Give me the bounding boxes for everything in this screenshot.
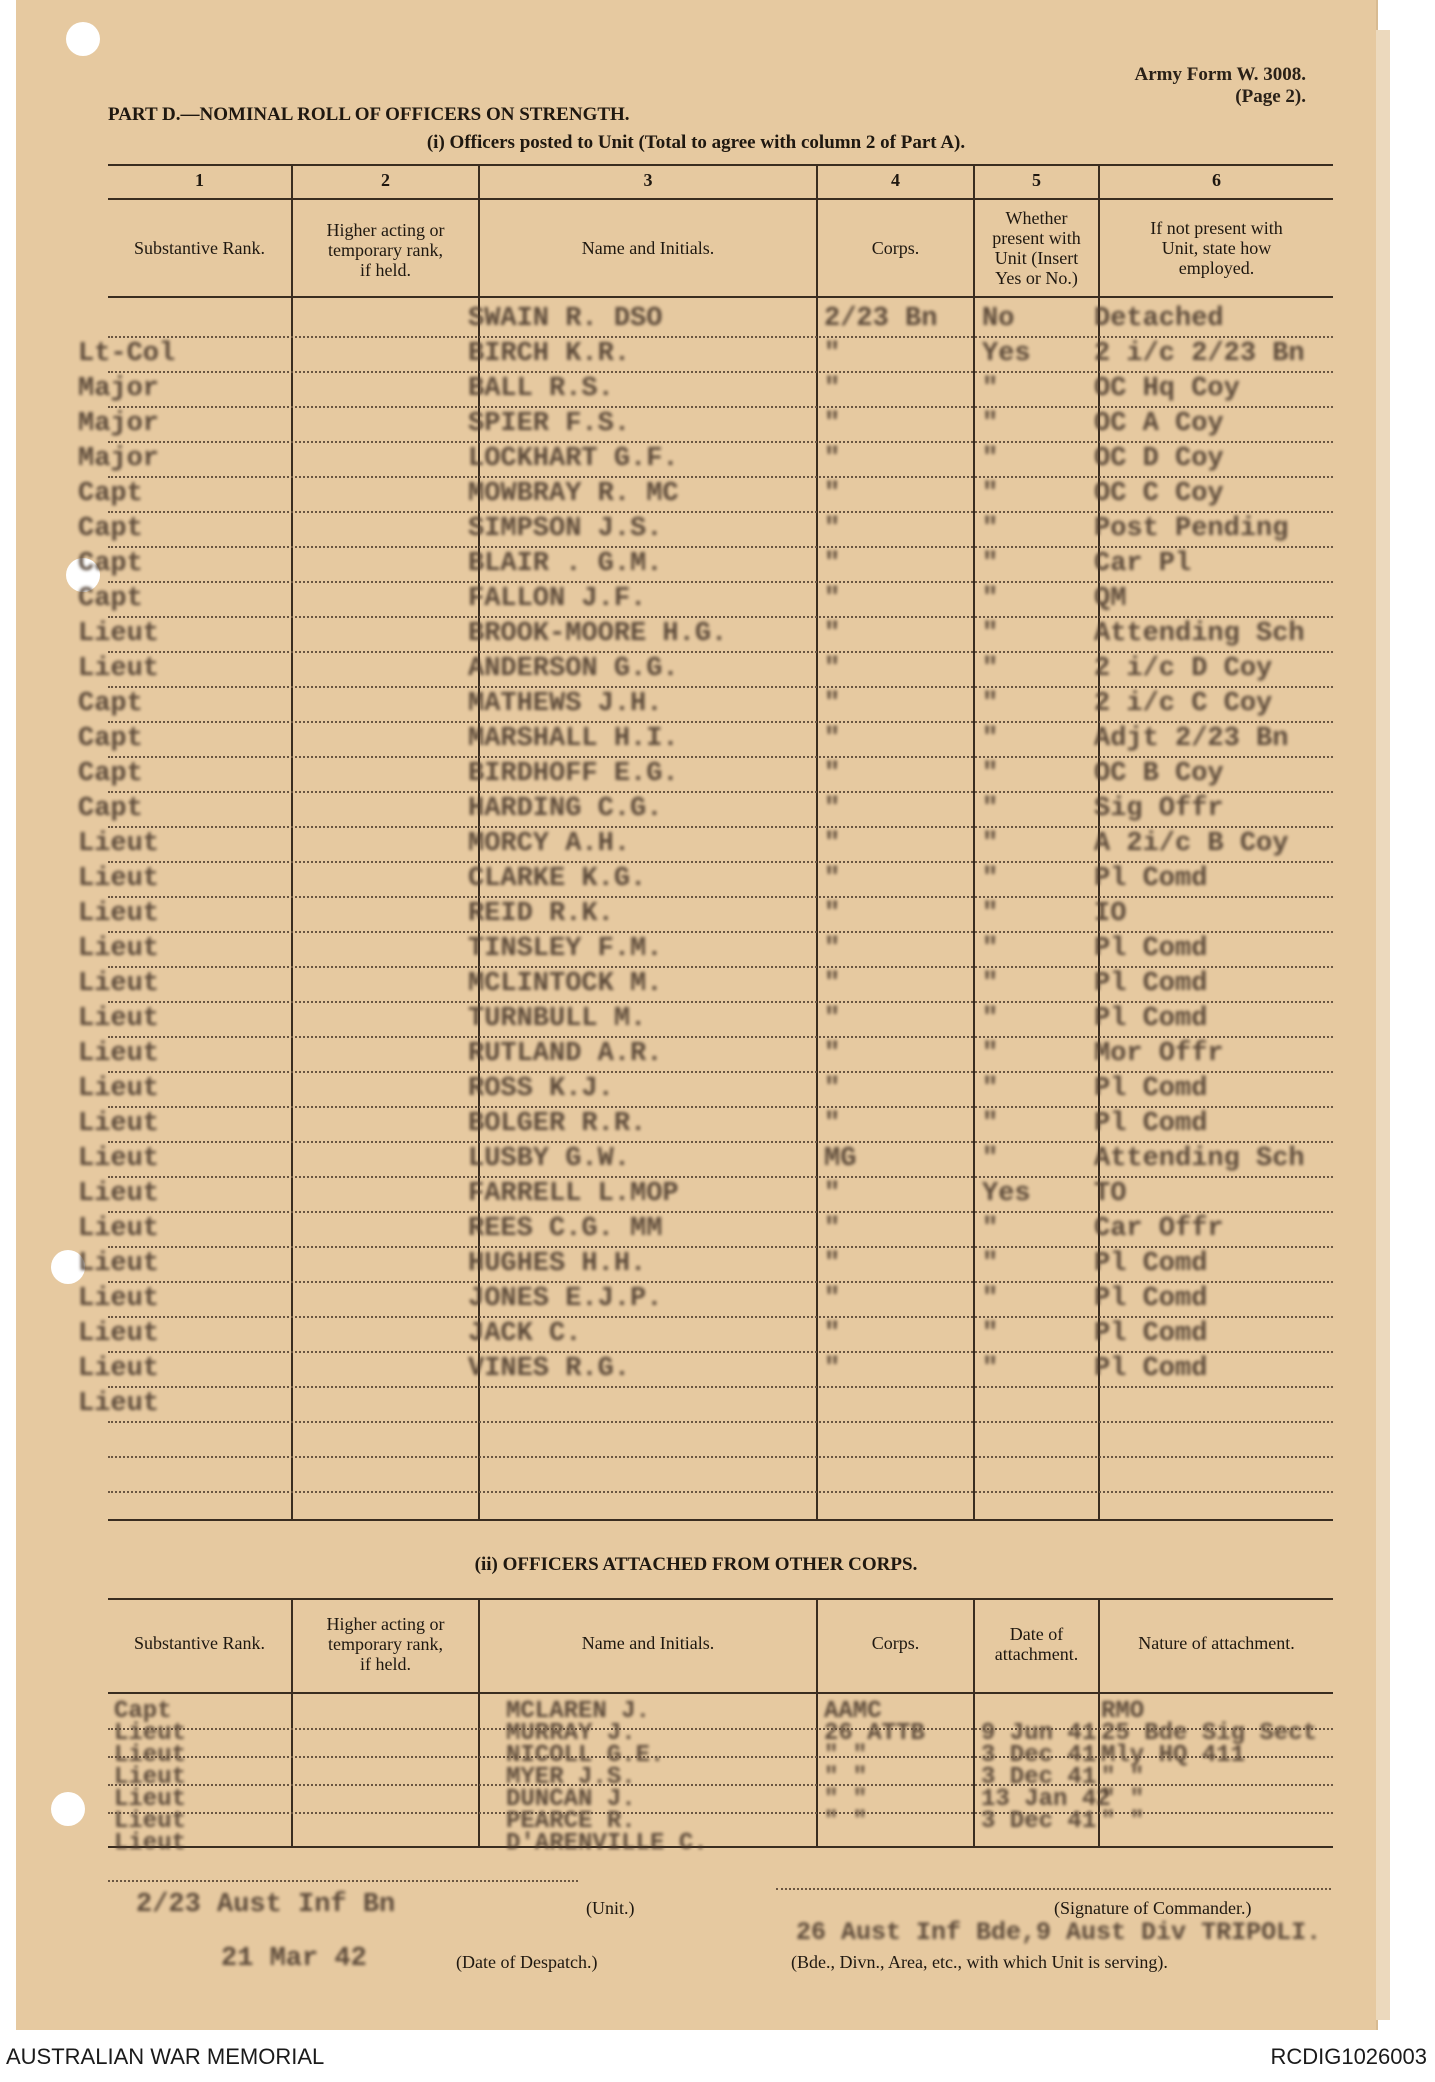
row-rule [108, 1456, 1333, 1458]
cell-employed: Pl Comd [1094, 969, 1208, 999]
cell-present: " [982, 514, 999, 544]
row-rule [108, 441, 1333, 443]
cell-employed: Sig Offr [1094, 794, 1224, 824]
cell-employed: Pl Comd [1094, 864, 1208, 894]
cell-name: TURNBULL M. [468, 1004, 647, 1034]
cell2-rank: Lieut [114, 1742, 187, 1769]
header-corps: Corps. [871, 238, 920, 258]
caption-right: RCDIG1026003 [1270, 2044, 1427, 2069]
cell-present: " [982, 549, 999, 579]
row-rule [108, 896, 1333, 898]
row-rule [108, 406, 1333, 408]
sheet-edge [1376, 30, 1390, 2020]
cell-present: " [982, 934, 999, 964]
row-rule [108, 1246, 1333, 1248]
cell-name: SPIER F.S. [468, 409, 631, 439]
cell-corps: " [824, 1284, 841, 1314]
cell-rank: Lieut [78, 969, 160, 999]
cell-rank: Lieut [78, 1249, 160, 1279]
header2-date-line: Date of [1009, 1624, 1064, 1644]
cell-corps: " [824, 374, 841, 404]
header2-acting-line: if held. [360, 1654, 411, 1674]
cell2-name: MYER J.S. [506, 1764, 636, 1791]
cell-corps: " [824, 514, 841, 544]
cell2-corps: AAMC [824, 1698, 882, 1725]
row-rule [108, 1071, 1333, 1073]
header-present-line: Whether [1005, 208, 1068, 228]
cell-rank: Capt [78, 479, 143, 509]
header-present-line: present with [992, 228, 1081, 248]
row-rule [108, 1421, 1333, 1423]
row-rule [108, 511, 1333, 513]
cell-corps: " [824, 724, 841, 754]
cell-rank: Lieut [78, 1319, 160, 1349]
row-rule [108, 651, 1333, 653]
header-employed-line: If not present with [1150, 218, 1283, 238]
row-rule [108, 1176, 1333, 1178]
cell-present: " [982, 864, 999, 894]
row-rule [108, 1386, 1333, 1388]
cell-name: SIMPSON J.S. [468, 514, 663, 544]
cell-employed: 2 i/c 2/23 Bn [1094, 339, 1305, 369]
cell-name: BROOK-MOORE H.G. [468, 619, 728, 649]
header-employed-line: Unit, state how [1161, 238, 1272, 258]
cell-name: MARSHALL H.I. [468, 724, 679, 754]
cell-rank: Lieut [78, 1004, 160, 1034]
cell-present: " [982, 969, 999, 999]
header-employed-line: employed. [1178, 258, 1255, 278]
cell2-corps: " " [824, 1764, 868, 1791]
cell2-date: 3 Dec 41 [981, 1764, 1097, 1791]
cell-rank: Lieut [78, 864, 160, 894]
header2-acting-line: temporary rank, [328, 1634, 443, 1654]
header-name: Name and Initials. [581, 238, 715, 258]
cell2-nature: Mly HQ 411 [1101, 1742, 1246, 1769]
header2-name: Name and Initials. [581, 1633, 715, 1653]
cell-employed: Pl Comd [1094, 1074, 1208, 1104]
cell-rank: Lieut [78, 1284, 160, 1314]
date-label: (Date of Despatch.) [456, 1952, 598, 1972]
rule-section1-bottom [108, 1519, 1333, 1521]
cell-present: " [982, 794, 999, 824]
cell-employed: Pl Comd [1094, 1354, 1208, 1384]
cell-rank: Capt [78, 584, 143, 614]
cell-employed: IO [1094, 899, 1127, 929]
header-employed [1100, 218, 1333, 278]
cell-present: " [982, 619, 999, 649]
cell-employed: Pl Comd [1094, 1109, 1208, 1139]
punch-hole [51, 1792, 85, 1826]
row-rule [108, 1351, 1333, 1353]
cell-employed: Adjt 2/23 Bn [1094, 724, 1289, 754]
section2-title: (ii) OFFICERS ATTACHED FROM OTHER CORPS. [474, 1554, 918, 1575]
cell-name: REID R.K. [468, 899, 614, 929]
form-number [1134, 64, 1306, 108]
cell-present: " [982, 584, 999, 614]
header2-rank: Substantive Rank. [134, 1633, 265, 1653]
cell-present: " [982, 724, 999, 754]
cell-name: ROSS K.J. [468, 1074, 614, 1104]
row-rule [108, 931, 1333, 933]
cell2-date: 9 Jun 41 [981, 1720, 1097, 1747]
cell2-rank: Lieut [114, 1764, 187, 1791]
cell-present: " [982, 374, 999, 404]
cell-name: BIRCH K.R. [468, 339, 631, 369]
cell-present: " [982, 444, 999, 474]
cell-employed: QM [1094, 584, 1127, 614]
cell-rank: Lieut [78, 829, 160, 859]
cell-name: MCLINTOCK M. [468, 969, 663, 999]
cell-employed: Detached [1094, 304, 1224, 334]
cell-name: HARDING C.G. [468, 794, 663, 824]
cell-rank: Lieut [78, 1144, 160, 1174]
cell-name: LOCKHART G.F. [468, 444, 679, 474]
cell2-rank: Lieut [114, 1830, 187, 1857]
cell-present: " [982, 899, 999, 929]
cell-rank: Lieut [78, 899, 160, 929]
cell-rank: Major [78, 409, 160, 439]
rule-section2-bottom [108, 1846, 1333, 1848]
row-rule [108, 1812, 1333, 1814]
date-value: 21 Mar 42 [221, 1944, 367, 1974]
cell-corps: " [824, 934, 841, 964]
unit-label: (Unit.) [586, 1898, 635, 1918]
cell-name: ANDERSON G.G. [468, 654, 679, 684]
cell-corps: " [824, 759, 841, 789]
header2-nature: Nature of attachment. [1138, 1633, 1295, 1653]
cell-rank: Lieut [78, 619, 160, 649]
form-number-text: Army Form W. 3008. [1134, 64, 1306, 85]
header2-date [975, 1624, 1098, 1664]
header-acting-line: Higher acting or [326, 220, 445, 240]
cell2-name: PEARCE R. [506, 1808, 636, 1835]
cell-present: " [982, 1249, 999, 1279]
row-rule [108, 1211, 1333, 1213]
header-acting-line: if held. [360, 260, 411, 280]
cell-name: FARRELL L.MOP [468, 1179, 679, 1209]
cell-corps: " [824, 829, 841, 859]
cell-present: " [982, 654, 999, 684]
col-number: 2 [381, 170, 390, 190]
header-acting-line: temporary rank, [328, 240, 443, 260]
col-number: 4 [891, 170, 900, 190]
row-rule [108, 966, 1333, 968]
cell-corps: " [824, 549, 841, 579]
cell-name: HUGHES H.H. [468, 1249, 647, 1279]
form-page-text: (Page 2). [1235, 86, 1306, 107]
cell-present: " [982, 1109, 999, 1139]
cell-present: " [982, 1214, 999, 1244]
cell2-nature: " " [1101, 1808, 1145, 1835]
cell-name: LUSBY G.W. [468, 1144, 631, 1174]
punch-hole [66, 22, 100, 56]
cell-name: CLARKE K.G. [468, 864, 647, 894]
cell2-name: NICOLL G.E. [506, 1742, 665, 1769]
cell-rank: Capt [78, 759, 143, 789]
row-rule [108, 1491, 1333, 1493]
cell-corps: " [824, 1354, 841, 1384]
bde-value: 26 Aust Inf Bde,9 Aust Div TRIPOLI. [796, 1918, 1322, 1947]
row-rule [108, 791, 1333, 793]
cell2-nature: RMO [1101, 1698, 1145, 1725]
cell-rank: Lieut [78, 1354, 160, 1384]
col-number: 6 [1212, 170, 1221, 190]
cell-present: " [982, 759, 999, 789]
cell-corps: " [824, 864, 841, 894]
cell-corps: " [824, 1249, 841, 1279]
row-rule [108, 616, 1333, 618]
cell-present: " [982, 479, 999, 509]
cell-name: REES C.G. MM [468, 1214, 663, 1244]
cell-corps: " [824, 339, 841, 369]
row-rule [108, 1756, 1333, 1758]
signature-label: (Signature of Commander.) [1054, 1898, 1252, 1918]
cell-name: MORCY A.H. [468, 829, 631, 859]
cell-rank: Capt [78, 514, 143, 544]
cell-employed: OC A Coy [1094, 409, 1224, 439]
cell-employed: Pl Comd [1094, 934, 1208, 964]
cell-corps: " [824, 1109, 841, 1139]
row-rule [108, 1784, 1333, 1786]
cell-name: SWAIN R. DSO [468, 304, 663, 334]
cell2-rank: Lieut [114, 1808, 187, 1835]
row-rule [108, 1316, 1333, 1318]
cell-employed: 2 i/c D Coy [1094, 654, 1273, 684]
col-number: 1 [195, 170, 204, 190]
row-rule [108, 1001, 1333, 1003]
cell2-date: 13 Jan 42 [981, 1786, 1111, 1813]
section1-title: (i) Officers posted to Unit (Total to agree with column 2 of Part A). [426, 132, 966, 153]
cell-employed: Attending Sch [1094, 619, 1305, 649]
row-rule [108, 581, 1333, 583]
caption-left: AUSTRALIAN WAR MEMORIAL [6, 2044, 325, 2069]
cell-employed: Pl Comd [1094, 1319, 1208, 1349]
unit-dotted-line [108, 1880, 578, 1882]
row-rule [108, 371, 1333, 373]
cell-corps: " [824, 1039, 841, 1069]
cell-name: BALL R.S. [468, 374, 614, 404]
cell-name: FALLON J.F. [468, 584, 647, 614]
cell-rank: Capt [78, 724, 143, 754]
header2-acting-line: Higher acting or [326, 1614, 445, 1634]
cell-rank: Lieut [78, 934, 160, 964]
cell-corps: " [824, 1004, 841, 1034]
part-title: PART D.—NOMINAL ROLL OF OFFICERS ON STRENGTH. [108, 104, 630, 125]
cell-corps: " [824, 479, 841, 509]
cell-name: JACK C. [468, 1319, 582, 1349]
header-present-line: Unit (Insert [994, 248, 1079, 268]
cell2-name: MURRAY J. [506, 1720, 636, 1747]
cell2-nature: " " [1101, 1786, 1145, 1813]
cell-present: No [982, 304, 1015, 334]
cell-employed: A 2i/c B Coy [1094, 829, 1289, 859]
col-number: 3 [643, 170, 653, 190]
cell-employed: Attending Sch [1094, 1144, 1305, 1174]
cell-employed: Post Pending [1094, 514, 1289, 544]
cell-rank: Lieut [78, 1039, 160, 1069]
cell-corps: " [824, 1074, 841, 1104]
cell-name: RUTLAND A.R. [468, 1039, 663, 1069]
cell-corps: 2/23 Bn [824, 304, 938, 334]
cell-rank: Capt [78, 794, 143, 824]
cell-rank: Capt [78, 689, 143, 719]
row-rule [108, 476, 1333, 478]
cell-name: MATHEWS J.H. [468, 689, 663, 719]
cell2-name: MCLAREN J. [506, 1698, 651, 1725]
unit-value: 2/23 Aust Inf Bn [136, 1890, 396, 1920]
cell-employed: Car Offr [1094, 1214, 1224, 1244]
row-rule [108, 1281, 1333, 1283]
header-acting [293, 220, 478, 280]
cell-corps: " [824, 584, 841, 614]
cell-present: " [982, 409, 999, 439]
cell-employed: Mor Offr [1094, 1039, 1224, 1069]
cell2-corps: 26 ATTB [824, 1720, 925, 1747]
cell-rank: Lieut [78, 1389, 160, 1419]
cell-employed: Pl Comd [1094, 1249, 1208, 1279]
cell2-corps: " " [824, 1742, 868, 1769]
row-rule [108, 1728, 1333, 1730]
cell-present: " [982, 1004, 999, 1034]
cell-present: " [982, 1284, 999, 1314]
cell-employed: 2 i/c C Coy [1094, 689, 1273, 719]
cell-rank: Major [78, 374, 160, 404]
row-rule [108, 756, 1333, 758]
cell-corps: " [824, 619, 841, 649]
cell-rank: Major [78, 444, 160, 474]
cell-employed: OC B Coy [1094, 759, 1224, 789]
cell-present: " [982, 1144, 999, 1174]
row-rule [108, 1036, 1333, 1038]
cell-rank: Capt [78, 549, 143, 579]
cell-corps: MG [824, 1144, 857, 1174]
cell2-date: 3 Dec 41 [981, 1742, 1097, 1769]
cell-name: BOLGER R.R. [468, 1109, 647, 1139]
cell-rank: Lieut [78, 1109, 160, 1139]
row-rule [108, 826, 1333, 828]
cell-employed: OC D Coy [1094, 444, 1224, 474]
row-rule [108, 1106, 1333, 1108]
cell2-nature: " " [1101, 1764, 1145, 1791]
cell-corps: " [824, 1214, 841, 1244]
cell-present: " [982, 1354, 999, 1384]
row-rule [108, 721, 1333, 723]
cell2-rank: Lieut [114, 1786, 187, 1813]
cell-rank: Lt-Col [78, 339, 176, 369]
cell-rank: Lieut [78, 1179, 160, 1209]
cell-corps: " [824, 654, 841, 684]
header-present [975, 208, 1098, 288]
cell-corps: " [824, 689, 841, 719]
cell-employed: TO [1094, 1179, 1127, 1209]
row-rule [108, 861, 1333, 863]
cell-present: " [982, 1074, 999, 1104]
cell-employed: Pl Comd [1094, 1284, 1208, 1314]
cell-corps: " [824, 1319, 841, 1349]
header2-corps: Corps. [871, 1633, 920, 1653]
cell2-date: 3 Dec 41 [981, 1808, 1097, 1835]
signature-dotted-line [776, 1888, 1331, 1890]
cell-corps: " [824, 1179, 841, 1209]
row-rule [108, 336, 1333, 338]
cell2-corps: " " [824, 1786, 868, 1813]
bde-label: (Bde., Divn., Area, etc., with which Unit is serving). [791, 1952, 1168, 1972]
cell-present: " [982, 1319, 999, 1349]
cell-present: Yes [982, 1179, 1031, 1209]
cell-present: " [982, 689, 999, 719]
cell-name: TINSLEY F.M. [468, 934, 663, 964]
row-rule [108, 686, 1333, 688]
cell-employed: OC Hq Coy [1094, 374, 1240, 404]
header-rank: Substantive Rank. [134, 238, 265, 258]
form-sheet [16, 0, 1378, 2030]
cell-rank: Lieut [78, 1074, 160, 1104]
header-present-line: Yes or No.) [995, 268, 1078, 288]
header2-date-line: attachment. [994, 1644, 1079, 1664]
cell-name: JONES E.J.P. [468, 1284, 663, 1314]
cell-rank: Lieut [78, 1214, 160, 1244]
cell-corps: " [824, 969, 841, 999]
cell-name: BIRDHOFF E.G. [468, 759, 679, 789]
cell-present: " [982, 829, 999, 859]
row-rule [108, 546, 1333, 548]
col-number: 5 [1032, 170, 1041, 190]
cell-name: BLAIR . G.M. [468, 549, 663, 579]
cell-name: MOWBRAY R. MC [468, 479, 679, 509]
row-rule [108, 1141, 1333, 1143]
cell-rank: Lieut [78, 654, 160, 684]
cell2-name: D'ARENVILLE C. [506, 1830, 708, 1857]
cell-corps: " [824, 444, 841, 474]
cell2-nature: 25 Bde Sig Sect [1101, 1720, 1318, 1747]
cell-employed: OC C Coy [1094, 479, 1224, 509]
cell-corps: " [824, 409, 841, 439]
cell-corps: " [824, 899, 841, 929]
cell-present: " [982, 1039, 999, 1069]
cell-employed: Car Pl [1094, 549, 1192, 579]
cell2-name: DUNCAN J. [506, 1786, 636, 1813]
header2-acting [293, 1614, 478, 1674]
cell-present: Yes [982, 339, 1031, 369]
cell-employed: Pl Comd [1094, 1004, 1208, 1034]
cell-corps: " [824, 794, 841, 824]
cell2-corps: " " [824, 1808, 868, 1835]
cell2-rank: Lieut [114, 1720, 187, 1747]
cell2-rank: Capt [114, 1698, 172, 1725]
cell-name: VINES R.G. [468, 1354, 631, 1384]
